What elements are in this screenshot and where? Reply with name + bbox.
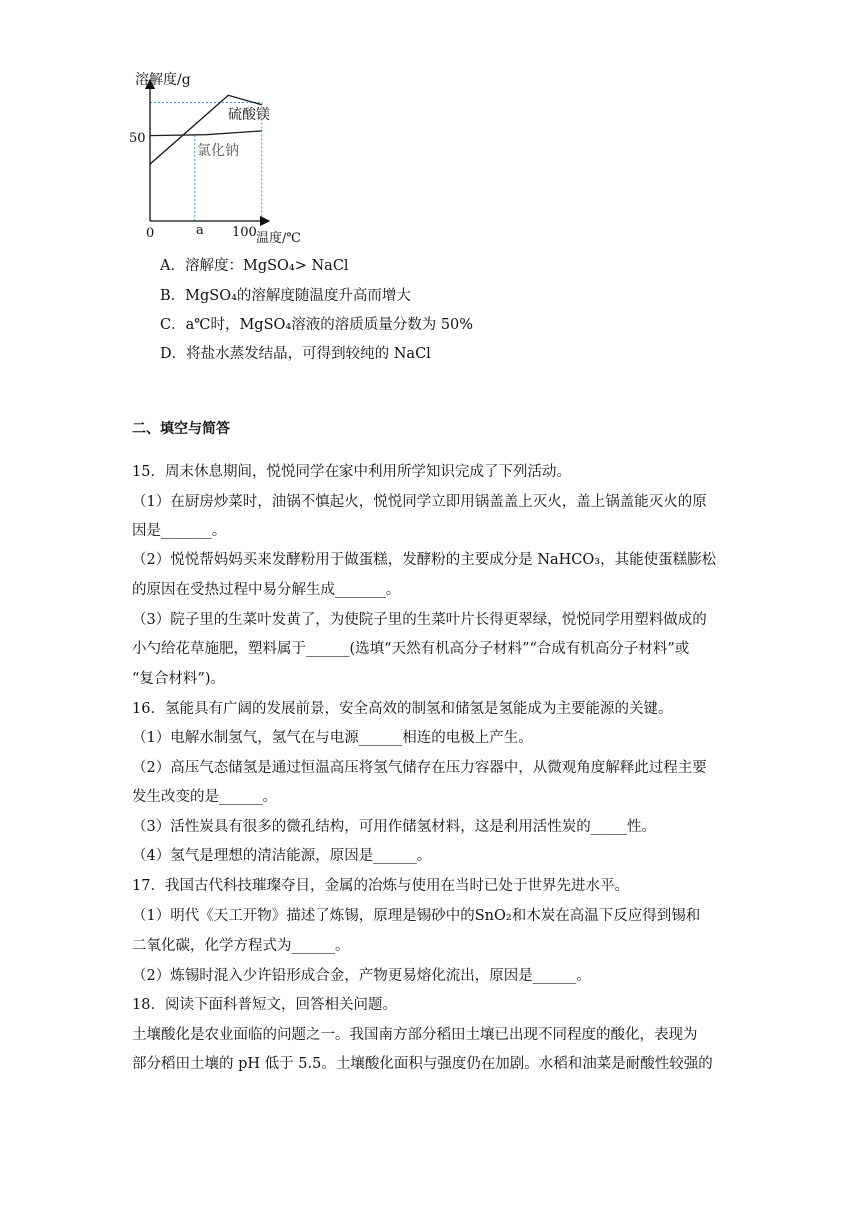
- series-label-nacl: 氯化钠: [197, 143, 239, 159]
- q17-part1-line2: 二氧化碳，化学方程式为______。: [132, 938, 350, 954]
- option-d: D．将盐水蒸发结晶，可得到较纯的 NaCl: [160, 346, 431, 362]
- q18-passage-line1: 土壤酸化是农业面临的问题之一。我国南方部分稻田土壤已出现不同程度的酸化，表现为: [132, 1027, 698, 1043]
- y-axis-label: 溶解度/g: [135, 72, 191, 88]
- x-tick-label-a: a: [196, 223, 204, 238]
- q15-part1-line2: 因是_______。: [132, 523, 227, 539]
- q16-part2-line1: （2）高压气态储氢是通过恒温高压将氢气储存在压力容器中，从微观角度解释此过程主要: [132, 760, 707, 776]
- q15-part2-line1: （2）悦悦帮妈妈买来发酵粉用于做蛋糕，发酵粉的主要成分是 NaHCO₃，其能使蛋糕膨松: [132, 552, 717, 568]
- q15-part3-line2: 小勺给花草施肥，塑料属于______(选填“天然有机高分子材料”“合成有机高分子材料”或: [132, 641, 690, 657]
- x-tick-label-100: 100: [232, 225, 257, 240]
- option-c: C．a℃时，MgSO₄溶液的溶质质量分数为 50%: [160, 317, 474, 333]
- q15-part3-line1: （3）院子里的生菜叶发黄了，为使院子里的生菜叶片长得更翠绿，悦悦同学用塑料做成的: [132, 612, 707, 628]
- q16-part2-line2: 发生改变的是______。: [132, 789, 277, 805]
- q15-part1-line1: （1）在厨房炒菜时，油锅不慎起火，悦悦同学立即用锅盖盖上灭火，盖上锅盖能灭火的原: [132, 494, 707, 510]
- q18-passage-line2: 部分稻田土壤的 pH 低于 5.5。土壤酸化面积与强度仍在加剧。水稻和油菜是耐酸性较强的: [132, 1056, 713, 1072]
- q15-part2-line2: 的原因在受热过程中易分解生成_______。: [132, 582, 401, 598]
- q16-stem: 16．氢能具有广阔的发展前景，安全高效的制氢和储氢是氢能成为主要能源的关键。: [132, 701, 673, 717]
- solubility-chart: [125, 66, 325, 246]
- q17-part1-line1: （1）明代《天工开物》描述了炼锡，原理是锡砂中的SnO₂和木炭在高温下反应得到锡和: [132, 908, 701, 924]
- section-title: 二、填空与简答: [132, 421, 230, 437]
- q16-part4: （4）氢气是理想的清洁能源，原因是______。: [132, 848, 432, 864]
- x-axis-label: 温度/℃: [256, 231, 301, 246]
- series-label-mgso4: 硫酸镁: [228, 107, 270, 123]
- q17-part2: （2）炼锡时混入少许铅形成合金，产物更易熔化流出，原因是______。: [132, 968, 591, 984]
- q16-part1: （1）电解水制氢气，氢气在与电源______相连的电极上产生。: [132, 730, 533, 746]
- option-a: A．溶解度：MgSO₄> NaCl: [160, 258, 349, 274]
- option-b: B．MgSO₄的溶解度随温度升高而增大: [160, 288, 411, 304]
- origin-tick-label: 0: [146, 226, 155, 241]
- q16-part3: （3）活性炭具有很多的微孔结构，可用作储氢材料，这是利用活性炭的_____性。: [132, 819, 656, 835]
- y-tick-label-50: 50: [129, 131, 146, 146]
- q17-stem: 17．我国古代科技璀璨夺目，金属的冶炼与使用在当时已处于世界先进水平。: [132, 878, 629, 894]
- q15-part3-line3: “复合材料”)。: [132, 671, 225, 687]
- q18-stem: 18．阅读下面科普短文，回答相关问题。: [132, 997, 397, 1013]
- q15-stem: 15．周末休息期间，悦悦同学在家中利用所学知识完成了下列活动。: [132, 464, 571, 480]
- series-line-nacl: [150, 131, 262, 136]
